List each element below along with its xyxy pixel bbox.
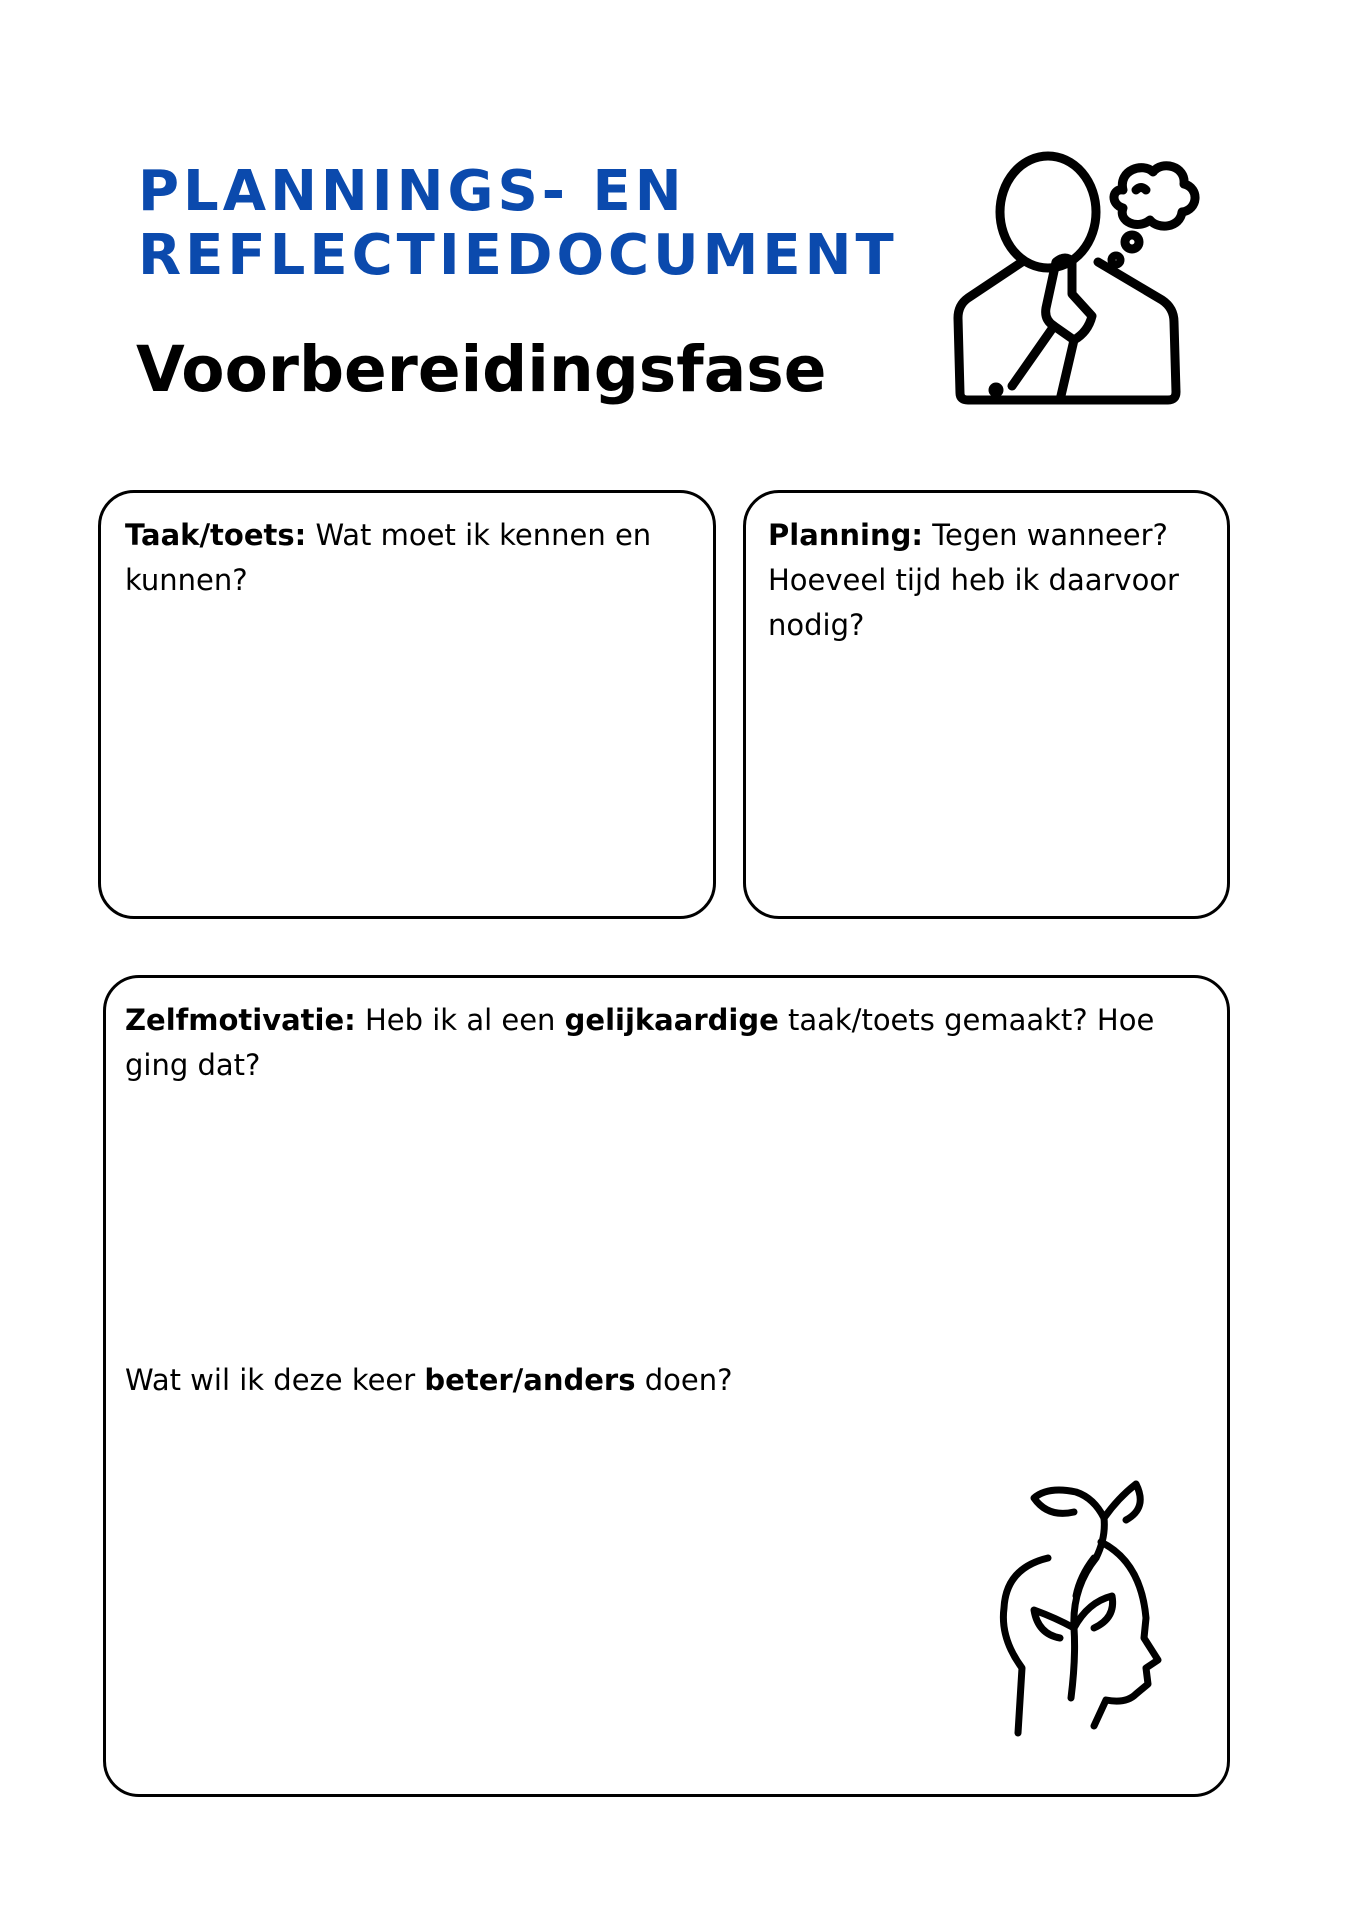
motivation-question-part1: Heb ik al een [355,1003,565,1037]
motivation-label: Zelfmotivatie: [125,1003,356,1037]
planning-prompt [768,513,1198,648]
planning-question: Tegen wanneer? Hoeveel tijd heb ik daarvoor nodig? [768,518,1179,642]
growth-mind-icon [976,1478,1176,1758]
task-prompt [125,513,685,603]
task-box[interactable] [98,490,716,919]
title-line-2: REFLECTIEDOCUMENT [138,223,898,288]
better-part2: doen? [635,1363,733,1397]
document-title [138,160,898,288]
title-line-1: PLANNINGS- EN [138,159,686,224]
motivation-question-bold: gelijkaardige [564,1003,779,1037]
task-label: Taak/toets: [125,518,307,552]
planning-box[interactable] [743,490,1230,919]
planning-label: Planning: [768,518,923,552]
motivation-question-part2: taak/toets gemaakt? Hoe ging dat? [125,1003,1155,1082]
better-part1: Wat wil ik deze keer [125,1363,425,1397]
task-question: Wat moet ik kennen en kunnen? [125,518,652,597]
better-bold: beter/anders [424,1363,636,1397]
phase-subtitle: Voorbereidingsfase [136,333,827,406]
better-prompt [125,1358,1125,1403]
thinking-person-icon [948,150,1208,410]
motivation-prompt [125,998,1205,1088]
motivation-box[interactable] [103,975,1230,1797]
